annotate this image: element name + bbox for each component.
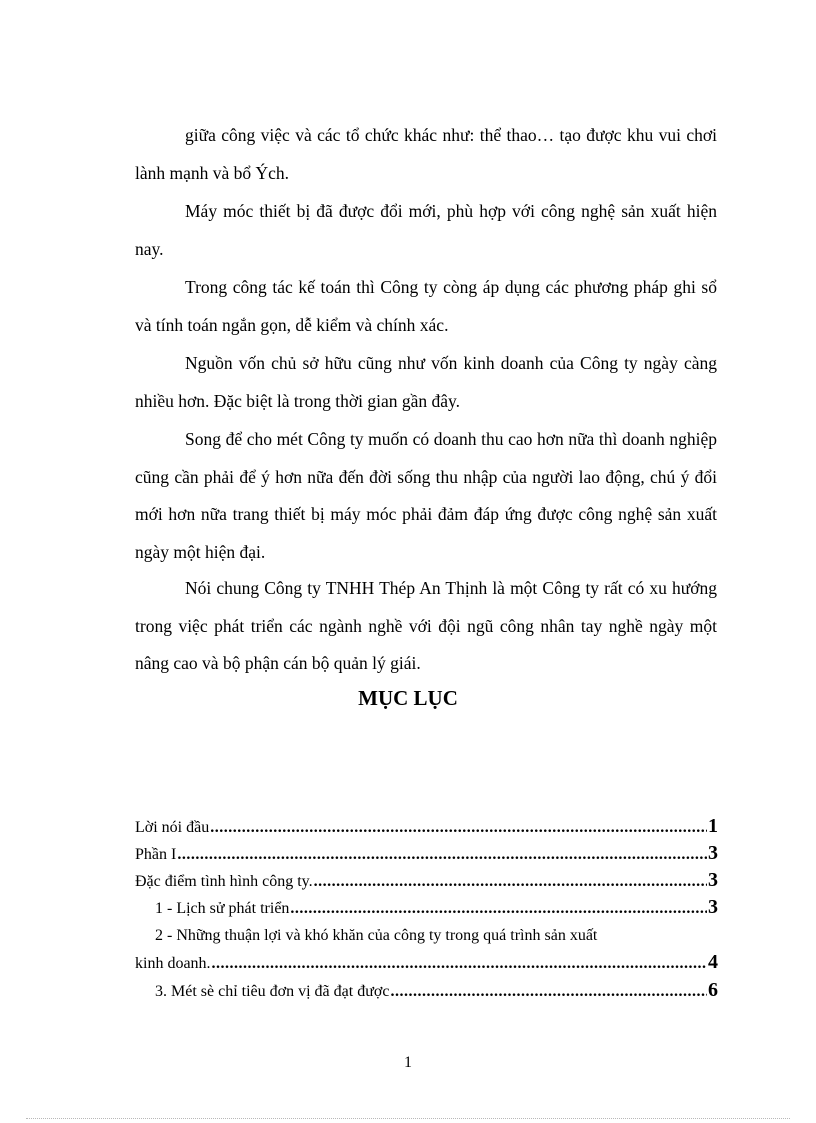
toc-entry-text: 3. Mét sè chỉ tiêu đơn vị đã đạt được bbox=[155, 983, 390, 1000]
paragraph-5: Song để cho mét Công ty muốn có doanh thu cao hơn nữa thì doanh nghiệp cũng cần phải để ý hơn nữa đến đời sống thu nhập của người lao động, chú ý đổi mới hơn nữa trang thiết bị máy móc phải đảm đáp ứng được công nghệ sản xuất ngày một hiện đại. bbox=[135, 429, 717, 562]
paragraph-2: Máy móc thiết bị đã được đổi mới, phù hợp với công nghệ sản xuất hiện nay. bbox=[135, 201, 717, 259]
paragraph-3: Trong công tác kế toán thì Công ty còng áp dụng các phương pháp ghi sổ và tính toán ngắn gọn, dễ kiểm và chính xác. bbox=[135, 277, 717, 335]
toc-heading: MỤC LỤC bbox=[358, 686, 458, 710]
table-of-contents bbox=[135, 815, 718, 1006]
toc-entry-text: Đặc điểm tình hình công ty. bbox=[135, 873, 313, 890]
toc-entry-text: Lời nói đầu bbox=[135, 819, 210, 836]
toc-leader-dots bbox=[314, 873, 707, 891]
toc-leader-dots bbox=[177, 846, 707, 864]
toc-entry-text: 2 - Những thuận lợi và khó khăn của công ty trong quá trình sản xuất bbox=[155, 927, 598, 944]
toc-entry-text: 1 - Lịch sử phát triển bbox=[155, 900, 290, 917]
paragraph-1: giữa công việc và các tổ chức khác như: thể thao… tạo được khu vui chơi lành mạnh và bổ Ých. bbox=[135, 125, 717, 183]
toc-entry[interactable] bbox=[135, 896, 718, 923]
toc-entry-page: 6 bbox=[708, 979, 718, 1001]
toc-leader-dots bbox=[290, 900, 707, 918]
page-number: 1 bbox=[404, 1054, 412, 1071]
toc-leader-dots bbox=[390, 983, 707, 1001]
toc-entry-page: 3 bbox=[708, 896, 718, 918]
toc-entry[interactable] bbox=[135, 869, 718, 896]
toc-entry-page: 3 bbox=[708, 869, 718, 891]
toc-entry[interactable] bbox=[135, 842, 718, 869]
toc-leader-dots bbox=[210, 819, 707, 837]
toc-entry[interactable] bbox=[135, 815, 718, 842]
toc-entry-page: 1 bbox=[708, 815, 718, 837]
paragraph-6: Nói chung Công ty TNHH Thép An Thịnh là một Công ty rất có xu hướng trong việc phát triển các ngành nghề với đội ngũ công nhân tay nghề ngày một nâng cao và bộ phận cán bộ quản lý giái. bbox=[135, 578, 717, 673]
toc-leader-dots bbox=[212, 951, 707, 977]
toc-entry-text-continued: kinh doanh. bbox=[135, 955, 211, 972]
toc-entry-page: 3 bbox=[708, 842, 718, 864]
toc-entry-page: 4 bbox=[708, 951, 718, 973]
toc-entry[interactable] bbox=[135, 979, 718, 1006]
toc-entry-text: Phần I bbox=[135, 846, 177, 863]
paragraph-4: Nguồn vốn chủ sở hữu cũng như vốn kinh doanh của Công ty ngày càng nhiều hơn. Đặc biệt là trong thời gian gần đây. bbox=[135, 353, 717, 411]
toc-entry[interactable] bbox=[135, 923, 718, 977]
page-bottom-divider bbox=[26, 1118, 790, 1119]
